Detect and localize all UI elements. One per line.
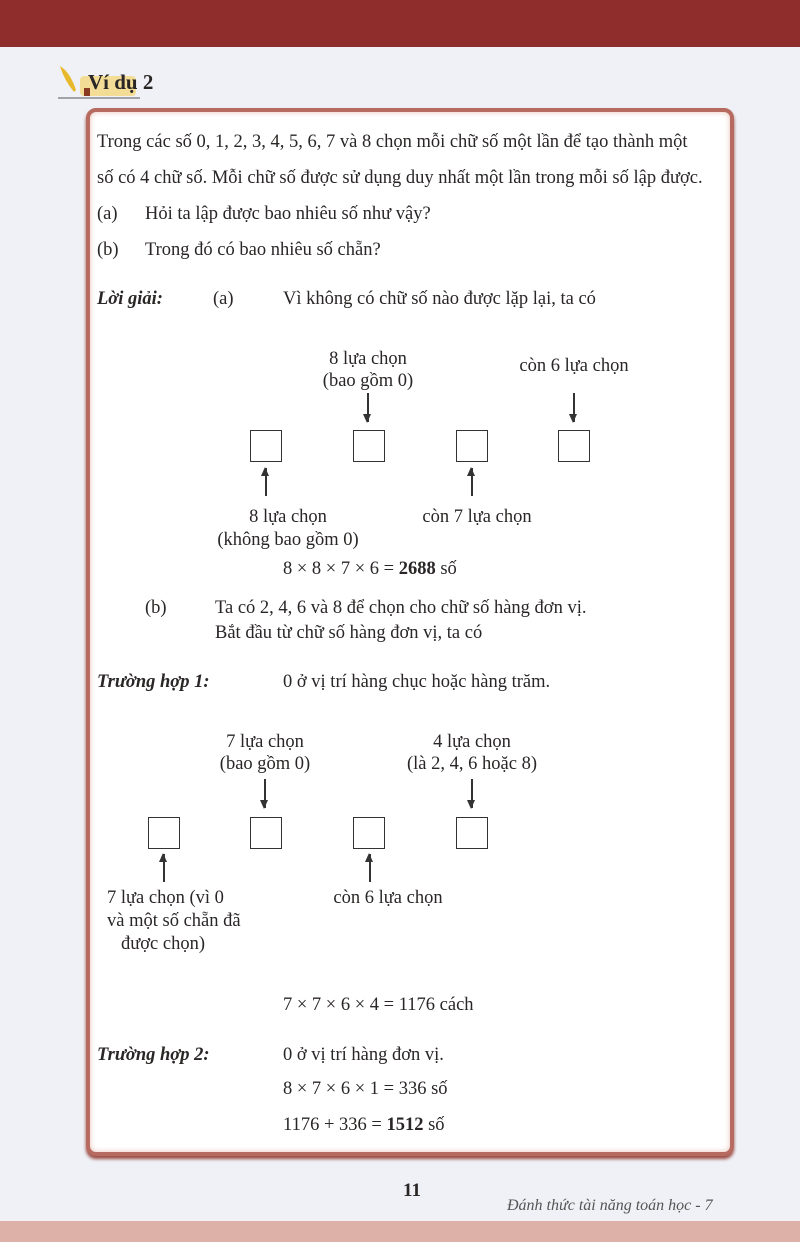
d1-bot2: còn 7 lựa chọn bbox=[422, 507, 532, 527]
case1-text: 0 ở vị trí hàng chục hoặc hàng trăm. bbox=[283, 672, 551, 692]
arrow-down-icon bbox=[367, 393, 369, 422]
d2-bot1-line2: và một số chẵn đã bbox=[107, 911, 241, 931]
digit-box bbox=[148, 817, 180, 849]
arrow-up-icon bbox=[265, 468, 267, 496]
total-expr: 1176 + 336 = bbox=[283, 1115, 387, 1135]
solution-b-line-1: Ta có 2, 4, 6 và 8 để chọn cho chữ số hàng đơn vị. bbox=[215, 598, 587, 618]
total-result bbox=[283, 1114, 445, 1136]
d2-top2-line1: 4 lựa chọn bbox=[433, 732, 511, 752]
solution-a-label: (a) bbox=[213, 289, 234, 309]
d2-bot1-line3: được chọn) bbox=[121, 934, 206, 954]
case2-label: Trường hợp 2: bbox=[97, 1045, 210, 1065]
d1-bot1-line1: 8 lựa chọn bbox=[249, 507, 327, 527]
arrow-up-icon bbox=[369, 854, 371, 882]
solution-b-line-2: Bắt đầu từ chữ số hàng đơn vị, ta có bbox=[215, 623, 483, 643]
arrow-down-icon bbox=[471, 779, 473, 808]
total-value: 1512 bbox=[386, 1115, 424, 1135]
case2-text: 0 ở vị trí hàng đơn vị. bbox=[283, 1045, 444, 1065]
arrow-down-icon bbox=[264, 779, 266, 808]
arrow-up-icon bbox=[163, 854, 165, 882]
question-b-text: Trong đó có bao nhiêu số chẵn? bbox=[145, 240, 381, 260]
digit-box bbox=[353, 817, 385, 849]
d1-top1-line1: 8 lựa chọn bbox=[329, 349, 407, 369]
question-a-text: Hỏi ta lập được bao nhiêu số như vậy? bbox=[145, 204, 431, 224]
a-result-value: 2688 bbox=[398, 559, 436, 579]
digit-box bbox=[456, 817, 488, 849]
book-title: Đánh thức tài năng toán học - 7 bbox=[507, 1197, 713, 1214]
digit-box bbox=[250, 817, 282, 849]
example-heading: Ví dụ 2 bbox=[88, 70, 154, 94]
d2-bot1-line1: 7 lựa chọn (vì 0 bbox=[107, 888, 224, 908]
solution-label: Lời giải: bbox=[97, 289, 163, 309]
d2-bot2: còn 6 lựa chọn bbox=[333, 888, 443, 908]
problem-line-2: số có 4 chữ số. Mỗi chữ số được sử dụng duy nhất một lần trong mỗi số lập được. bbox=[97, 168, 703, 188]
case1-label: Trường hợp 1: bbox=[97, 672, 210, 692]
digit-box bbox=[558, 430, 590, 462]
d2-top1-line1: 7 lựa chọn bbox=[226, 732, 304, 752]
d2-top2-line2: (là 2, 4, 6 hoặc 8) bbox=[407, 754, 537, 774]
question-b-label: (b) bbox=[97, 240, 119, 260]
d1-top1-line2: (bao gồm 0) bbox=[322, 371, 414, 391]
a-result-expr: 8 × 8 × 7 × 6 = bbox=[283, 559, 399, 579]
arrow-down-icon bbox=[573, 393, 575, 422]
arrow-up-icon bbox=[471, 468, 473, 496]
page-number: 11 bbox=[403, 1180, 421, 1201]
digit-box bbox=[353, 430, 385, 462]
a-result bbox=[283, 558, 457, 580]
bottom-banner bbox=[0, 1221, 800, 1242]
digit-box bbox=[456, 430, 488, 462]
a-result-unit: số bbox=[435, 559, 457, 579]
question-a-label: (a) bbox=[97, 204, 118, 224]
solution-b-label: (b) bbox=[145, 598, 167, 618]
digit-box bbox=[250, 430, 282, 462]
d1-top2: còn 6 lựa chọn bbox=[519, 356, 629, 376]
total-unit: số bbox=[423, 1115, 445, 1135]
solution-a-text: Vì không có chữ số nào được lặp lại, ta có bbox=[283, 289, 596, 309]
problem-line-1: Trong các số 0, 1, 2, 3, 4, 5, 6, 7 và 8 chọn mỗi chữ số một lần để tạo thành một bbox=[97, 132, 688, 152]
case2-result: 8 × 7 × 6 × 1 = 336 số bbox=[283, 1079, 448, 1099]
d1-bot1-line2: (không bao gồm 0) bbox=[217, 530, 359, 550]
d2-top1-line2: (bao gồm 0) bbox=[219, 754, 311, 774]
top-banner bbox=[0, 0, 800, 47]
case1-result: 7 × 7 × 6 × 4 = 1176 cách bbox=[283, 995, 474, 1015]
